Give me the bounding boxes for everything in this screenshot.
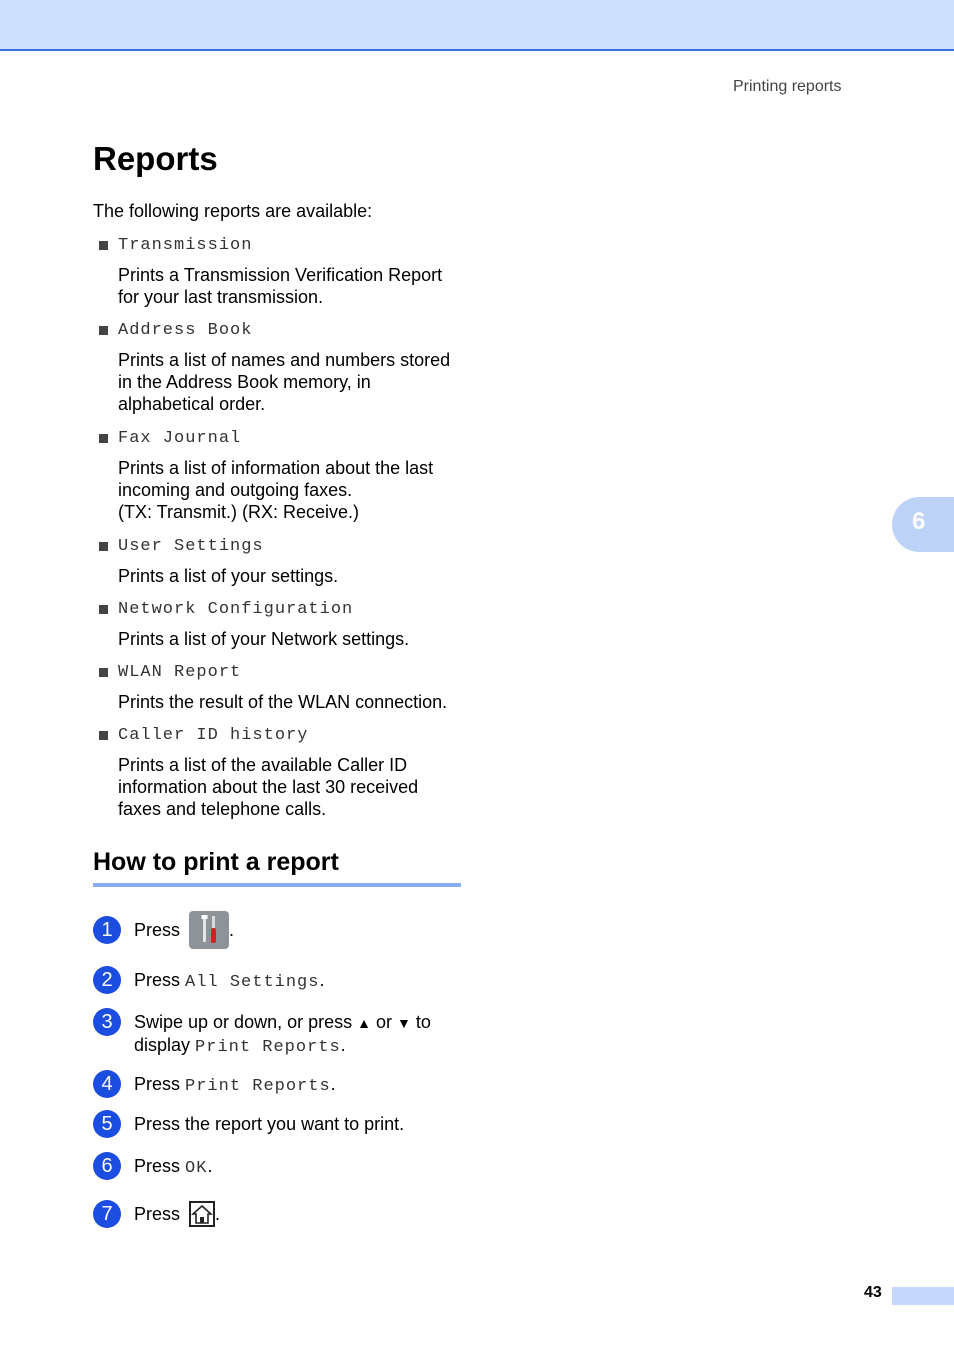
step-number: 6: [93, 1152, 121, 1180]
footer-band: [892, 1287, 954, 1305]
step-5: 5 Press the report you want to print.: [93, 1110, 404, 1138]
header-band: [0, 0, 954, 51]
report-description: Prints a list of the available Caller ID information about the last 30 received faxes and telephone calls.: [118, 755, 419, 819]
print-reports-label: Print Reports: [195, 1038, 341, 1057]
step-number: 3: [93, 1008, 121, 1036]
step-1: 1 Press .: [93, 916, 234, 944]
step-number: 1: [93, 916, 121, 944]
report-name: WLAN Report: [118, 662, 242, 682]
bullet-icon: [99, 605, 108, 614]
chapter-tab: [892, 497, 954, 552]
step-4: 4 Press Print Reports.: [93, 1070, 336, 1098]
all-settings-label: All Settings: [185, 973, 320, 992]
report-description: Prints a list of information about the last incoming and outgoing faxes. (TX: Transmit.) (RX: Receive.): [118, 458, 434, 522]
report-item-fax-journal: [99, 427, 479, 535]
section-intro: The following reports are available:: [93, 201, 373, 221]
bullet-icon: [99, 731, 108, 740]
down-arrow-icon: ▼: [397, 1015, 411, 1031]
report-name: Caller ID history: [118, 725, 309, 745]
print-reports-label: Print Reports: [185, 1077, 331, 1096]
step-7: 7 Press .: [93, 1200, 220, 1228]
ok-label: OK: [185, 1159, 208, 1178]
step-3: 3 Swipe up or down, or press ▲ or ▼ to display Print Reports.: [93, 1008, 431, 1059]
report-description: Prints a list of your Network settings.: [118, 629, 410, 649]
section-title: Reports: [93, 140, 218, 177]
report-name: Fax Journal: [118, 428, 242, 448]
bullet-icon: [99, 241, 108, 250]
report-item-transmission: [99, 234, 479, 319]
bullet-icon: [99, 668, 108, 677]
report-name: Transmission: [118, 235, 253, 255]
howto-title: How to print a report: [93, 848, 461, 887]
report-description: Prints a Transmission Verification Report for your last transmission.: [118, 265, 443, 307]
report-description: Prints a list of your settings.: [118, 566, 339, 586]
bullet-icon: [99, 434, 108, 443]
report-item-user-settings: [99, 535, 479, 598]
report-description: Prints the result of the WLAN connection.: [118, 692, 448, 712]
settings-tools-icon[interactable]: [189, 911, 229, 949]
step-number: 2: [93, 966, 121, 994]
up-arrow-icon: ▲: [357, 1015, 371, 1031]
report-name: Address Book: [118, 320, 253, 340]
step-number: 7: [93, 1200, 121, 1228]
step-6: 6 Press OK.: [93, 1152, 212, 1180]
report-list: [99, 234, 479, 824]
bullet-icon: [99, 542, 108, 551]
chapter-number: 6: [912, 508, 926, 535]
report-description: Prints a list of names and numbers stored in the Address Book memory, in alphabetical order.: [118, 350, 451, 414]
bullet-icon: [99, 326, 108, 335]
page-number: 43: [864, 1284, 882, 1301]
home-icon[interactable]: [189, 1201, 215, 1227]
step-2: 2 Press All Settings.: [93, 966, 324, 994]
step-number: 5: [93, 1110, 121, 1138]
report-item-wlan-report: [99, 661, 479, 724]
running-title: Printing reports: [733, 78, 842, 95]
report-name: Network Configuration: [118, 599, 354, 619]
report-item-address-book: [99, 319, 479, 427]
report-item-caller-id-history: [99, 724, 479, 824]
step-number: 4: [93, 1070, 121, 1098]
report-item-network-configuration: [99, 598, 479, 661]
report-name: User Settings: [118, 536, 264, 556]
